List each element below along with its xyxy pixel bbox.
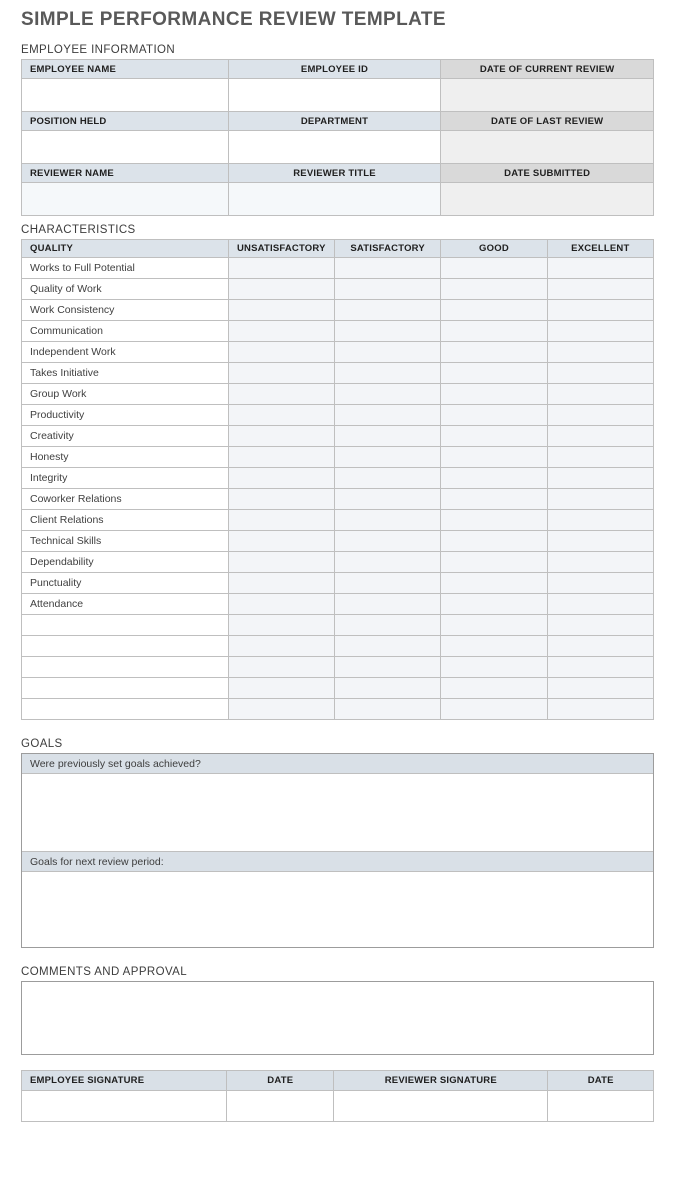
rating-cell[interactable]	[441, 363, 547, 384]
employee-name-header: EMPLOYEE NAME	[22, 60, 229, 79]
rating-cell[interactable]	[228, 552, 334, 573]
characteristics-row	[22, 447, 654, 468]
characteristics-row	[22, 405, 654, 426]
characteristics-row	[22, 573, 654, 594]
rating-cell[interactable]	[228, 489, 334, 510]
characteristics-row	[22, 699, 654, 720]
next-goals-question: Goals for next review period:	[22, 852, 653, 872]
satisfactory-column-header: SATISFACTORY	[334, 240, 440, 258]
rating-cell[interactable]	[547, 384, 653, 405]
rating-cell[interactable]	[334, 258, 440, 279]
employee-id-header: EMPLOYEE ID	[228, 60, 441, 79]
characteristics-row	[22, 321, 654, 342]
quality-cell[interactable]	[22, 699, 229, 720]
rating-cell[interactable]	[334, 594, 440, 615]
rating-cell[interactable]	[228, 384, 334, 405]
rating-cell[interactable]	[441, 510, 547, 531]
rating-cell[interactable]	[547, 594, 653, 615]
reviewer-name-field[interactable]	[22, 183, 229, 216]
rating-cell[interactable]	[228, 531, 334, 552]
employee-name-field[interactable]	[22, 79, 229, 112]
table-header-row	[22, 240, 654, 258]
rating-cell[interactable]	[547, 405, 653, 426]
rating-cell[interactable]	[334, 405, 440, 426]
reviewer-signature-date-header: DATE	[548, 1071, 654, 1091]
date-submitted-header: DATE SUBMITTED	[441, 164, 654, 183]
quality-cell: Quality of Work	[22, 279, 229, 300]
table-row	[22, 79, 654, 112]
previous-goals-answer-area[interactable]	[22, 774, 653, 852]
rating-cell[interactable]	[334, 552, 440, 573]
rating-cell[interactable]	[547, 552, 653, 573]
rating-cell[interactable]	[334, 636, 440, 657]
characteristics-row	[22, 426, 654, 447]
rating-cell[interactable]	[334, 384, 440, 405]
rating-cell[interactable]	[334, 447, 440, 468]
employee-signature-header: EMPLOYEE SIGNATURE	[22, 1071, 227, 1091]
employee-signature-date-field[interactable]	[227, 1091, 334, 1122]
quality-cell: Creativity	[22, 426, 229, 447]
rating-cell[interactable]	[441, 615, 547, 636]
rating-cell[interactable]	[334, 300, 440, 321]
quality-cell[interactable]	[22, 615, 229, 636]
position-held-header: POSITION HELD	[22, 112, 229, 131]
rating-cell[interactable]	[441, 678, 547, 699]
rating-cell[interactable]	[334, 678, 440, 699]
quality-cell: Takes Initiative	[22, 363, 229, 384]
rating-cell[interactable]	[441, 468, 547, 489]
goals-block	[21, 753, 654, 948]
rating-cell[interactable]	[441, 405, 547, 426]
characteristics-row	[22, 342, 654, 363]
reviewer-name-header: REVIEWER NAME	[22, 164, 229, 183]
quality-column-header: QUALITY	[22, 240, 229, 258]
reviewer-title-header: REVIEWER TITLE	[228, 164, 441, 183]
quality-cell: Integrity	[22, 468, 229, 489]
employee-id-field[interactable]	[228, 79, 441, 112]
table-row	[22, 112, 654, 131]
characteristics-row	[22, 300, 654, 321]
rating-cell[interactable]	[547, 321, 653, 342]
quality-cell: Dependability	[22, 552, 229, 573]
characteristics-row	[22, 594, 654, 615]
quality-cell: Punctuality	[22, 573, 229, 594]
rating-cell[interactable]	[441, 258, 547, 279]
rating-cell[interactable]	[547, 615, 653, 636]
characteristics-table	[21, 239, 654, 720]
excellent-column-header: EXCELLENT	[547, 240, 653, 258]
characteristics-body	[22, 258, 654, 720]
table-row	[22, 60, 654, 79]
table-row	[22, 183, 654, 216]
rating-cell[interactable]	[334, 573, 440, 594]
reviewer-signature-field[interactable]	[334, 1091, 548, 1122]
rating-cell[interactable]	[547, 279, 653, 300]
rating-cell[interactable]	[441, 321, 547, 342]
quality-cell: Client Relations	[22, 510, 229, 531]
rating-cell[interactable]	[547, 489, 653, 510]
rating-cell[interactable]	[334, 363, 440, 384]
rating-cell[interactable]	[441, 531, 547, 552]
rating-cell[interactable]	[547, 531, 653, 552]
department-field[interactable]	[228, 131, 441, 164]
rating-cell[interactable]	[441, 384, 547, 405]
rating-cell[interactable]	[228, 636, 334, 657]
rating-cell[interactable]	[228, 510, 334, 531]
rating-cell[interactable]	[547, 342, 653, 363]
rating-cell[interactable]	[547, 300, 653, 321]
rating-cell[interactable]	[547, 573, 653, 594]
rating-cell[interactable]	[547, 510, 653, 531]
rating-cell[interactable]	[441, 489, 547, 510]
rating-cell[interactable]	[228, 426, 334, 447]
rating-cell[interactable]	[228, 321, 334, 342]
rating-cell[interactable]	[334, 699, 440, 720]
rating-cell[interactable]	[334, 657, 440, 678]
quality-cell: Independent Work	[22, 342, 229, 363]
department-header: DEPARTMENT	[228, 112, 441, 131]
page-title: SIMPLE PERFORMANCE REVIEW TEMPLATE	[21, 9, 446, 30]
rating-cell[interactable]	[547, 447, 653, 468]
goals-label: GOALS	[21, 738, 63, 750]
quality-cell[interactable]	[22, 678, 229, 699]
quality-cell: Communication	[22, 321, 229, 342]
characteristics-row	[22, 552, 654, 573]
quality-cell: Group Work	[22, 384, 229, 405]
previous-goals-question: Were previously set goals achieved?	[22, 754, 653, 774]
good-column-header: GOOD	[441, 240, 547, 258]
quality-cell: Works to Full Potential	[22, 258, 229, 279]
table-row	[22, 131, 654, 164]
rating-cell[interactable]	[228, 279, 334, 300]
characteristics-row	[22, 531, 654, 552]
signature-table	[21, 1070, 654, 1122]
date-submitted-field[interactable]	[441, 183, 654, 216]
rating-cell[interactable]	[228, 258, 334, 279]
characteristics-label: CHARACTERISTICS	[21, 224, 136, 236]
comments-area[interactable]	[21, 981, 654, 1055]
rating-cell[interactable]	[441, 426, 547, 447]
employee-signature-field[interactable]	[22, 1091, 227, 1122]
reviewer-signature-date-field[interactable]	[548, 1091, 654, 1122]
quality-cell: Technical Skills	[22, 531, 229, 552]
rating-cell[interactable]	[228, 447, 334, 468]
rating-cell[interactable]	[441, 300, 547, 321]
rating-cell[interactable]	[547, 258, 653, 279]
characteristics-row	[22, 279, 654, 300]
quality-cell: Work Consistency	[22, 300, 229, 321]
characteristics-row	[22, 615, 654, 636]
quality-cell: Coworker Relations	[22, 489, 229, 510]
quality-cell[interactable]	[22, 636, 229, 657]
rating-cell[interactable]	[547, 426, 653, 447]
rating-cell[interactable]	[228, 363, 334, 384]
rating-cell[interactable]	[334, 531, 440, 552]
rating-cell[interactable]	[228, 657, 334, 678]
next-goals-answer-area[interactable]	[22, 872, 653, 947]
rating-cell[interactable]	[334, 342, 440, 363]
rating-cell[interactable]	[334, 279, 440, 300]
characteristics-row	[22, 657, 654, 678]
characteristics-row	[22, 489, 654, 510]
rating-cell[interactable]	[547, 468, 653, 489]
table-row	[22, 164, 654, 183]
reviewer-signature-header: REVIEWER SIGNATURE	[334, 1071, 548, 1091]
characteristics-row	[22, 468, 654, 489]
rating-cell[interactable]	[441, 699, 547, 720]
employee-signature-date-header: DATE	[227, 1071, 334, 1091]
rating-cell[interactable]	[228, 573, 334, 594]
rating-cell[interactable]	[334, 321, 440, 342]
quality-cell: Attendance	[22, 594, 229, 615]
rating-cell[interactable]	[334, 510, 440, 531]
rating-cell[interactable]	[441, 594, 547, 615]
unsatisfactory-column-header: UNSATISFACTORY	[228, 240, 334, 258]
rating-cell[interactable]	[547, 636, 653, 657]
table-row	[22, 1091, 654, 1122]
rating-cell[interactable]	[228, 699, 334, 720]
rating-cell[interactable]	[441, 573, 547, 594]
rating-cell[interactable]	[228, 615, 334, 636]
rating-cell[interactable]	[334, 468, 440, 489]
rating-cell[interactable]	[441, 636, 547, 657]
rating-cell[interactable]	[547, 678, 653, 699]
rating-cell[interactable]	[547, 657, 653, 678]
rating-cell[interactable]	[441, 342, 547, 363]
rating-cell[interactable]	[228, 468, 334, 489]
date-of-last-review-field[interactable]	[441, 131, 654, 164]
employee-information-label: EMPLOYEE INFORMATION	[21, 44, 176, 56]
table-header-row	[22, 1071, 654, 1091]
rating-cell[interactable]	[334, 615, 440, 636]
rating-cell[interactable]	[334, 489, 440, 510]
date-of-current-review-header: DATE OF CURRENT REVIEW	[441, 60, 654, 79]
quality-cell: Productivity	[22, 405, 229, 426]
rating-cell[interactable]	[228, 342, 334, 363]
rating-cell[interactable]	[228, 405, 334, 426]
rating-cell[interactable]	[547, 363, 653, 384]
characteristics-row	[22, 258, 654, 279]
employee-information-table	[21, 59, 654, 216]
date-of-current-review-field[interactable]	[441, 79, 654, 112]
rating-cell[interactable]	[441, 447, 547, 468]
rating-cell[interactable]	[441, 552, 547, 573]
characteristics-row	[22, 363, 654, 384]
characteristics-row	[22, 678, 654, 699]
quality-cell[interactable]	[22, 657, 229, 678]
characteristics-row	[22, 636, 654, 657]
position-held-field[interactable]	[22, 131, 229, 164]
characteristics-row	[22, 510, 654, 531]
rating-cell[interactable]	[441, 279, 547, 300]
comments-approval-label: COMMENTS AND APPROVAL	[21, 966, 188, 978]
rating-cell[interactable]	[547, 699, 653, 720]
date-of-last-review-header: DATE OF LAST REVIEW	[441, 112, 654, 131]
quality-cell: Honesty	[22, 447, 229, 468]
rating-cell[interactable]	[441, 657, 547, 678]
reviewer-title-field[interactable]	[228, 183, 441, 216]
rating-cell[interactable]	[228, 594, 334, 615]
rating-cell[interactable]	[228, 678, 334, 699]
rating-cell[interactable]	[228, 300, 334, 321]
rating-cell[interactable]	[334, 426, 440, 447]
characteristics-row	[22, 384, 654, 405]
